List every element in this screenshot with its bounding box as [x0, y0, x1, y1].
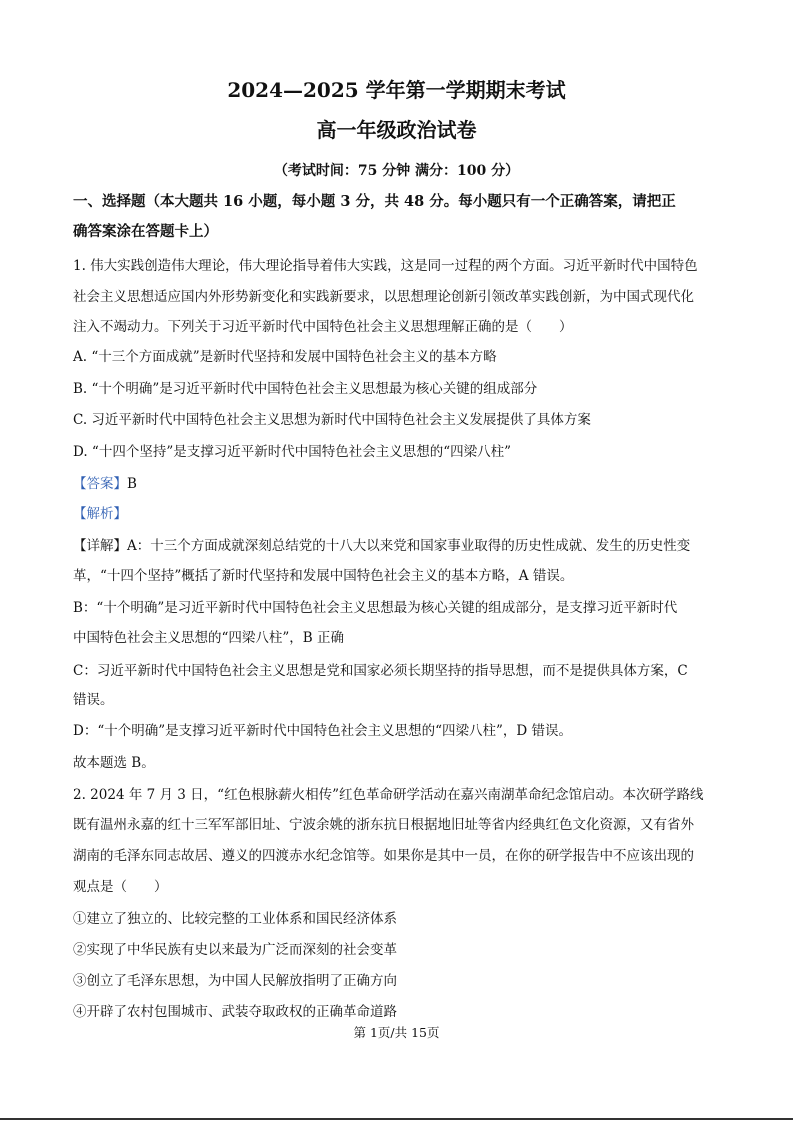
- q2-item-1: ①建立了独立的、比较完整的工业体系和国民经济体系: [73, 911, 397, 927]
- q2-item-4: ④开辟了农村包围城市、武装夺取政权的正确革命道路: [73, 1004, 397, 1020]
- q2-stem-line-4: 观点是（ ）: [73, 879, 168, 895]
- q1-detail-line-4: 中国特色社会主义思想的“四梁八柱”，B 正确: [73, 630, 345, 646]
- q1-stem-line-2: 社会主义思想适应国内外形势新变化和实践新要求，以思想理论创新引领改革实践创新，为中国式现代化: [73, 289, 694, 305]
- q1-detail-line-1: [73, 536, 723, 556]
- q1-detail-line-2: 革，“十四个坚持”概括了新时代坚持和发展中国特色社会主义的基本方略，A 错误。: [73, 568, 574, 584]
- q1-conclusion: 故本题选 B。: [73, 755, 155, 771]
- q1-detail-line-6: 错误。: [73, 692, 114, 708]
- q2-stem-line-2: 既有温州永嘉的红十三军军部旧址、宁波余姚的浙东抗日根据地旧址等省内经典红色文化资源，又有省外: [73, 817, 694, 833]
- section-heading-line-1: 一、选择题（本大题共 16 小题，每小题 3 分，共 48 分。每小题只有一个正确答案，请把正: [73, 193, 676, 210]
- answer-label: 【答案】: [73, 476, 127, 492]
- q2-stem-line-1: 2. 2024 年 7 月 3 日，“红色根脉薪火相传”红色革命研学活动在嘉兴南湖革命纪念馆启动。本次研学路线: [73, 787, 704, 803]
- q1-stem-line-1: 1. 伟大实践创造伟大理论，伟大理论指导着伟大实践，这是同一过程的两个方面。习近平新时代中国特色: [73, 258, 698, 274]
- q2-item-3: ③创立了毛泽东思想，为中国人民解放指明了正确方向: [73, 973, 397, 989]
- q1-option-a: A. “十三个方面成就”是新时代坚持和发展中国特色社会主义的基本方略: [73, 349, 497, 365]
- q2-item-2: ②实现了中华民族有史以来最为广泛而深刻的社会变革: [73, 942, 397, 958]
- q1-analysis-label: 【解析】: [73, 506, 127, 522]
- bottom-divider: [0, 1118, 793, 1120]
- answer-value: B: [127, 476, 137, 492]
- q1-option-c: C. 习近平新时代中国特色社会主义思想为新时代中国特色社会主义发展提供了具体方案: [73, 412, 591, 428]
- q1-detail-line-3: B：“十个明确”是习近平新时代中国特色社会主义思想最为核心关键的组成部分，是支撑习近平新时代: [73, 600, 678, 616]
- q1-detail-line-7: D：“十个明确”是支撑习近平新时代中国特色社会主义思想的“四梁八柱”，D 错误。: [73, 723, 573, 739]
- q1-option-b: B. “十个明确”是习近平新时代中国特色社会主义思想最为核心关键的组成部分: [73, 381, 538, 397]
- q1-answer: [73, 474, 723, 494]
- section-heading-line-2: 确答案涂在答题卡上）: [73, 223, 218, 240]
- q1-option-d: D. “十四个坚持”是支撑习近平新时代中国特色社会主义思想的“四梁八柱”: [73, 444, 512, 460]
- q2-stem-line-3: 湖南的毛泽东同志故居、遵义的四渡赤水纪念馆等。如果你是其中一员，在你的研学报告中不应该出现的: [73, 848, 694, 864]
- page-number: 第 1页/共 15页: [353, 1025, 440, 1040]
- exam-subtitle: 高一年级政治试卷: [316, 118, 477, 142]
- detail-text-1: A：十三个方面成就深刻总结党的十八大以来党和国家事业取得的历史性成就、发生的历史性变: [127, 538, 691, 554]
- detail-label: 【详解】: [73, 538, 127, 554]
- exam-title: 2024—2025 学年第一学期期末考试: [227, 78, 566, 102]
- q1-stem-line-3: 注入不竭动力。下列关于习近平新时代中国特色社会主义思想理解正确的是（ ）: [73, 319, 573, 335]
- q1-detail-line-5: C：习近平新时代中国特色社会主义思想是党和国家必须长期坚持的指导思想，而不是提供具体方案，C: [73, 663, 688, 679]
- exam-info: （考试时间：75 分钟 满分：100 分）: [273, 163, 520, 179]
